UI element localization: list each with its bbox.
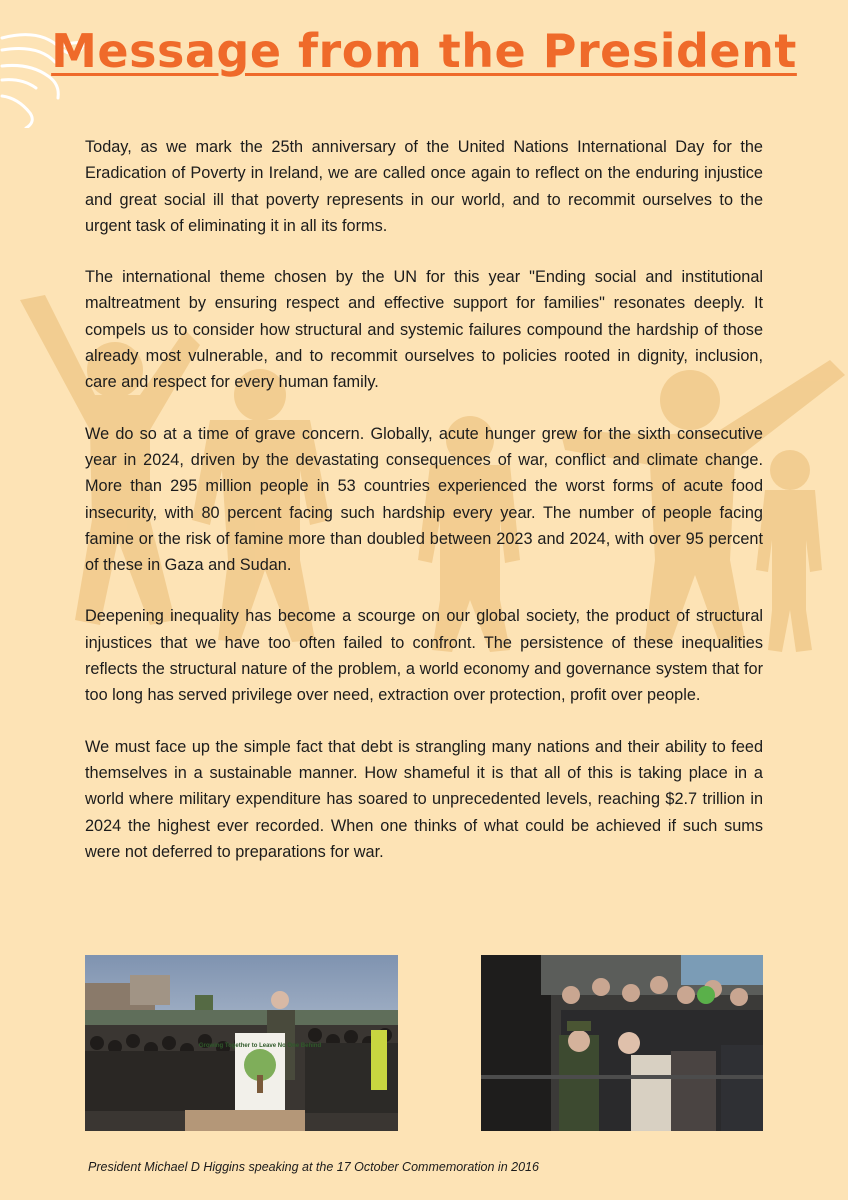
photo-caption: President Michael D Higgins speaking at the 17 October Commemoration in 2016 — [88, 1160, 539, 1174]
paragraph: We do so at a time of grave concern. Globally, acute hunger grew for the sixth consecutive year in 2024, driven by the devastating consequences of war, conflict and climate change. More than 295 million people in 53 countries experienced the worst forms of acute food insecurity, with 80 percent facing such hardship every year. The number of people facing famine or the risk of famine more than doubled between 2023 and 2024, with over 95 percent of these in Gaza and Sudan. — [85, 424, 763, 575]
paragraph: We must face up the simple fact that debt is strangling many nations and their ability to feed themselves in a sustainable manner. How shameful it is that all of this is taking place in a world where military expenditure has soared to unprecedented levels, reaching $2.7 trillion in 2024 the highest ever recorded. When one thinks of what could be achieved if such sums were not deferred to preparations for war. — [85, 737, 763, 861]
message-body — [85, 134, 763, 890]
paragraph: Today, as we mark the 25th anniversary of the United Nations International Day for the Eradication of Poverty in Ireland, we are called once again to reflect on the enduring injustice and great social ill that poverty represents in our world, and to recommit ourselves to the urgent task of eliminating it in all its forms. — [85, 138, 763, 235]
paragraph: The international theme chosen by the UN for this year "Ending social and institutional maltreatment by ensuring respect and effective support for families" resonates deeply. It compels us to consider how structural and systemic failures compound the hardship of those already most vulnerable, and to recommit ourselves to policies rooted in dignity, inclusion, care and respect for every human family. — [85, 268, 763, 392]
commemoration-photo-speaker — [85, 955, 398, 1131]
page-title: Message from the President — [51, 24, 797, 78]
paragraph: Deepening inequality has become a scourge on our global society, the product of structural injustices that we have too often failed to confront. The persistence of these inequalities reflects the structural nature of the problem, a world economy and governance system that for too long has served privilege over need, extraction over protection, profit over people. — [85, 607, 763, 705]
poster-text: Growing Together to Leave No One Behind — [198, 1043, 322, 1049]
commemoration-photo-audience — [481, 955, 763, 1131]
